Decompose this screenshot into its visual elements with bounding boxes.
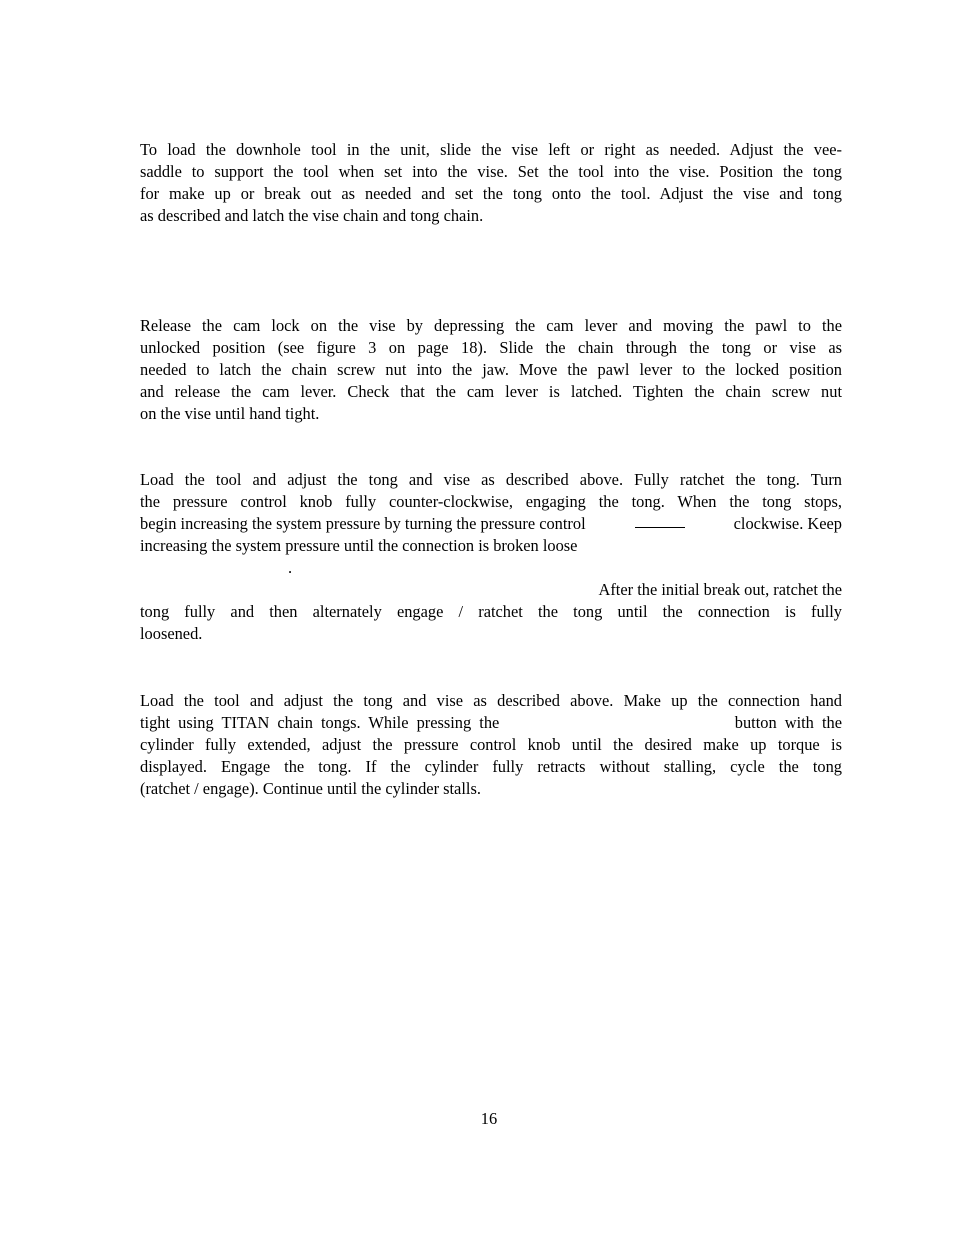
text-line: as described and latch the vise chain and tong chain. — [140, 206, 484, 225]
text-line-with-gap — [140, 712, 842, 734]
paragraph-make-up — [140, 690, 842, 800]
paragraph-loading-tool — [140, 139, 842, 227]
text-line: Load the tool and adjust the tong and vise as described above. Make up the connection hand — [140, 691, 842, 710]
text-line: on the vise until hand tight. — [140, 404, 320, 423]
text-fragment: button with the — [734, 713, 842, 732]
text-fragment: . — [288, 558, 293, 577]
paragraph-break-out — [140, 469, 842, 645]
text-line: tong fully and then alternately engage / ratchet the tong until the connection is fully — [140, 602, 842, 621]
text-line: cylinder fully extended, adjust the pressure control knob until the desired make up torque is — [140, 735, 842, 754]
paragraph-chain-latching — [140, 315, 842, 425]
text-line: unlocked position (see figure 3 on page 18). Slide the chain through the tong or vise as — [140, 338, 842, 357]
text-line: Load the tool and adjust the tong and vise as described above. Fully ratchet the tong. Turn — [140, 470, 842, 489]
blank-underline — [635, 513, 685, 528]
text-line: (ratchet / engage). Continue until the cylinder stalls. — [140, 779, 481, 798]
text-line: needed to latch the chain screw nut into the jaw. Move the pawl lever to the locked position — [140, 360, 842, 379]
text-line: displayed. Engage the tong. If the cylinder fully retracts without stalling, cycle the tong — [140, 757, 842, 776]
text-line: for make up or break out as needed and set the tong onto the tool. Adjust the vise and tong — [140, 184, 842, 203]
page-number: 16 — [480, 1109, 498, 1128]
text-line: loosened. — [140, 624, 203, 643]
text-line — [140, 557, 842, 579]
text-fragment: clockwise. Keep — [733, 514, 842, 533]
text-line-with-blank — [140, 513, 842, 535]
text-line: Release the cam lock on the vise by depressing the cam lever and moving the pawl to the — [140, 316, 842, 335]
text-line: After the initial break out, ratchet the — [598, 580, 842, 599]
text-line: saddle to support the tool when set into the vise. Set the tool into the vise. Position the tong — [140, 162, 842, 181]
text-fragment: begin increasing the system pressure by turning the pressure control — [140, 514, 586, 533]
text-line: the pressure control knob fully counter-clockwise, engaging the tong. When the tong stops, — [140, 492, 842, 511]
text-line: and release the cam lever. Check that the cam lever is latched. Tighten the chain screw nut — [140, 382, 842, 401]
text-line: increasing the system pressure until the connection is broken loose — [140, 536, 578, 555]
text-line: To load the downhole tool in the unit, slide the vise left or right as needed. Adjust the vee- — [140, 140, 842, 159]
text-fragment: tight using TITAN chain tongs. While pressing the — [140, 713, 500, 732]
